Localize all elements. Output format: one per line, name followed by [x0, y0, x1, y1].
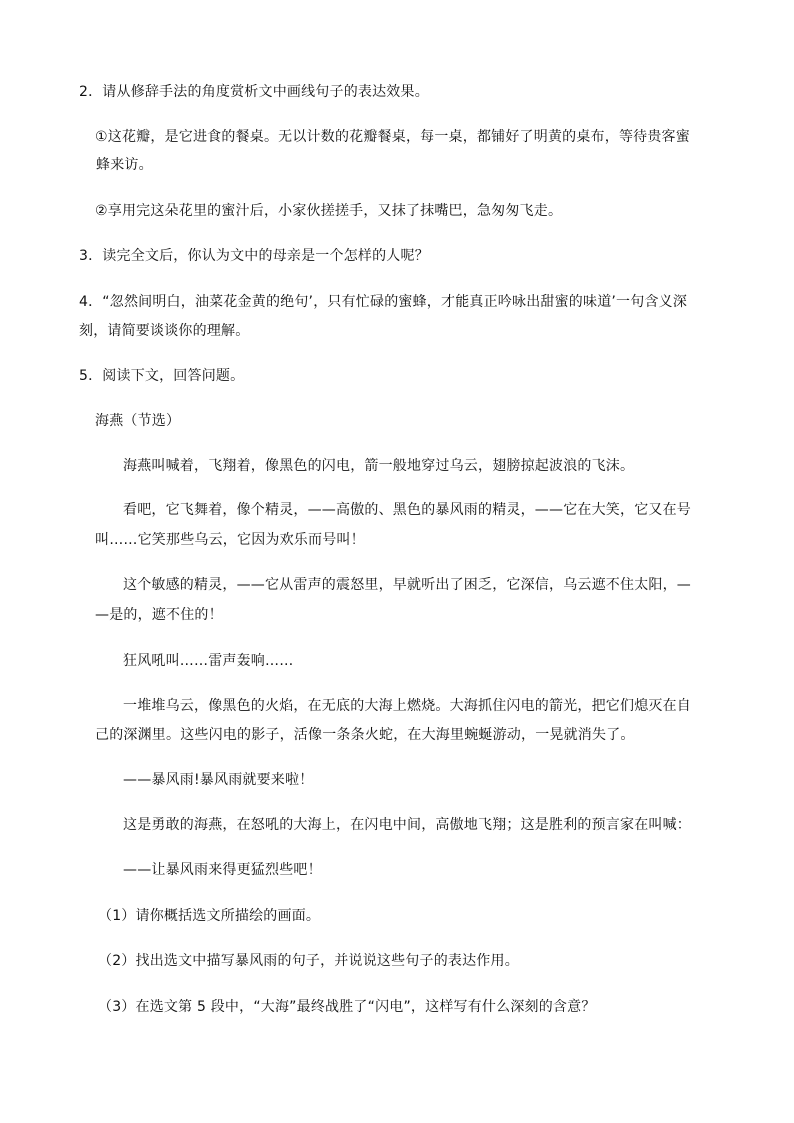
- passage-paragraph-5-line-1: 一堆堆乌云，像黑色的火焰，在无底的大海上燃烧。大海抓住闪电的箭光，把它们熄灭在自: [123, 698, 691, 714]
- passage-paragraph-3-line-1: 这个敏感的精灵，——它从雷声的震怒里，早就听出了困乏，它深信，乌云遮不住太阳，—: [123, 577, 691, 593]
- sub-question-2: （2）找出选文中描写暴风雨的句子，并说说这些句子的表达作用。: [98, 953, 519, 969]
- passage-paragraph-4: 狂风吼叫……雷声轰响……: [123, 653, 294, 669]
- question-2-item-2: ②享用完这朵花里的蜜汁后，小家伙搓搓手，又抹了抹嘴巴，急匆匆飞走。: [95, 203, 563, 219]
- question-2-prompt: 2．请从修辞手法的角度赏析文中画线句子的表达效果。: [79, 84, 429, 100]
- passage-paragraph-6: ——暴风雨!暴风雨就要来啦！: [123, 772, 314, 788]
- passage-paragraph-1: 海燕叫喊着，飞翔着，像黑色的闪电，箭一般地穿过乌云，翅膀掠起波浪的飞沫。: [123, 458, 635, 474]
- question-5-prompt: 5．阅读下文，回答问题。: [79, 368, 245, 384]
- question-4-line-2: 刻，请简要谈谈你的理解。: [79, 323, 250, 339]
- question-2-item-1-line-1: ①这花瓣，是它进食的餐桌。无以计数的花瓣餐桌，每一桌，都铺好了明黄的桌布，等待贵客蜜: [95, 129, 690, 145]
- passage-title: 海燕（节选）: [95, 413, 181, 429]
- passage-paragraph-7: 这是勇敢的海燕，在怒吼的大海上，在闪电中间，高傲地飞翔；这是胜利的预言家在叫喊：: [123, 817, 691, 833]
- passage-paragraph-2-line-2: 叫……它笑那些乌云，它因为欢乐而号叫！: [95, 532, 365, 548]
- question-3-prompt: 3．读完全文后，你认为文中的母亲是一个怎样的人呢？: [79, 248, 429, 264]
- passage-paragraph-3-line-2: —是的，遮不住的！: [95, 607, 223, 623]
- passage-paragraph-2-line-1: 看吧，它飞舞着，像个精灵，——高傲的、黑色的暴风雨的精灵，——它在大笑，它又在号: [123, 502, 691, 518]
- passage-paragraph-5-line-2: 己的深渊里。这些闪电的影子，活像一条条火蛇，在大海里蜿蜒游动，一晃就消失了。: [95, 727, 635, 743]
- question-4-line-1: 4．“忽然间明白，油菜花金黄的绝句’，只有忙碌的蜜蜂，才能真正吟咏出甜蜜的味道’一句含义深: [79, 294, 688, 310]
- sub-question-1: （1）请你概括选文所描绘的画面。: [98, 908, 321, 924]
- sub-question-3: （3）在选文第 5 段中，“大海”最终战胜了“闪电”，这样写有什么深刻的含意？: [98, 999, 596, 1015]
- passage-paragraph-8: ——让暴风雨来得更猛烈些吧！: [123, 862, 322, 878]
- question-2-item-1-line-2: 蜂来访。: [96, 157, 153, 173]
